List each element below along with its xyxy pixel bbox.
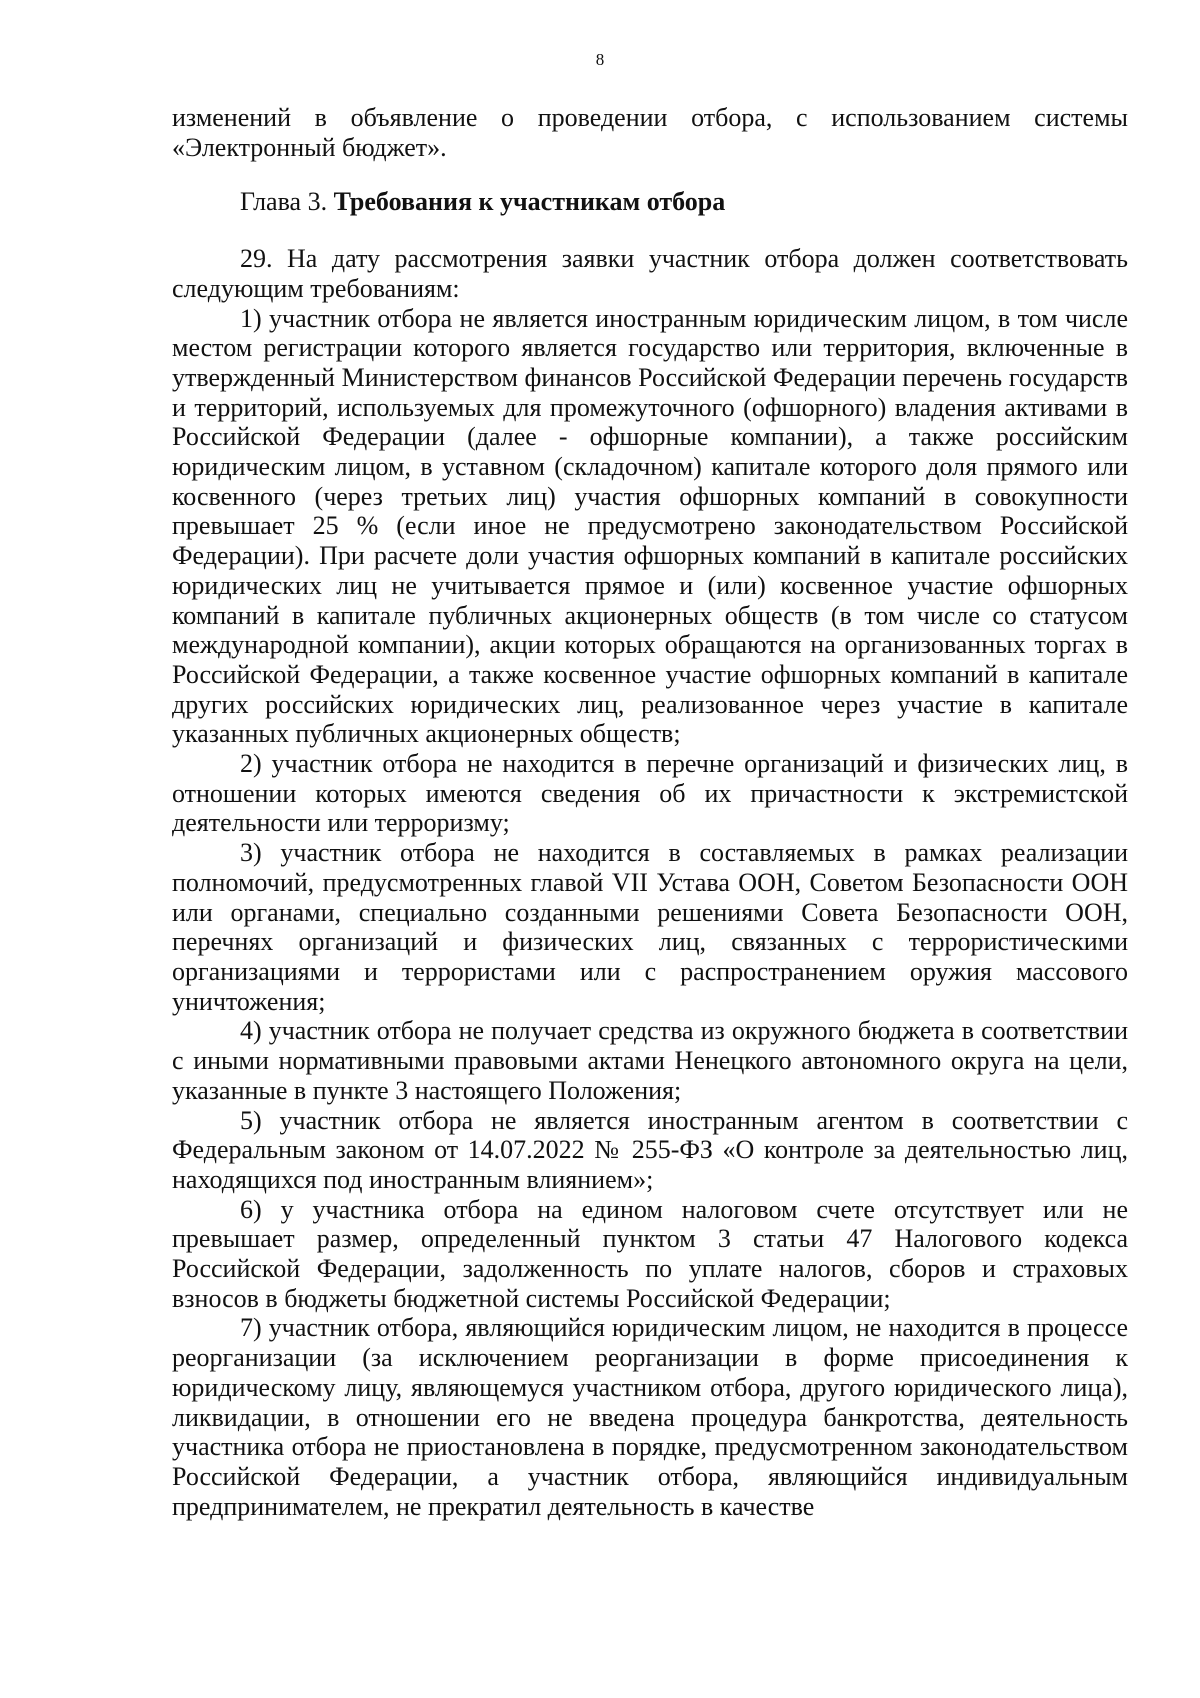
chapter-heading (172, 187, 1128, 217)
intro-paragraph: изменений в объявление о проведении отбора, с использованием системы «Электронный бюджет». (172, 103, 1128, 162)
requirement-item-3: 3) участник отбора не находится в составляемых в рамках реализации полномочий, предусмотренных главой VII Устава ООН, Советом Безопасности ООН или органами, специально созданными решениями Совета Безопасности ООН, перечнях организаций и физических лиц, связанных с террористическими организациями и террористами или с распространением оружия массового уничтожения; (172, 838, 1128, 1016)
paragraph-29: 29. На дату рассмотрения заявки участник отбора должен соответствовать следующим требованиям: (172, 244, 1128, 303)
requirement-item-1: 1) участник отбора не является иностранным юридическим лицом, в том числе местом регистрации которого является государство или территория, включенные в утвержденный Министерством финансов Российской Федерации перечень государств и территорий, используемых для промежуточного (офшорного) владения активами в Российской Федерации (далее - офшорные компании), а также российским юридическим лицом, в уставном (складочном) капитале которого доля прямого или косвенного (через третьих лиц) участия офшорных компаний в совокупности превышает 25 % (если иное не предусмотрено законодательством Российской Федерации). При расчете доли участия офшорных компаний в капитале российских юридических лиц не учитывается прямое и (или) косвенное участие офшорных компаний в капитале публичных акционерных обществ (в том числе со статусом международной компании), акции которых обращаются на организованных торгах в Российской Федерации, а также косвенное участие офшорных компаний в капитале других российских юридических лиц, реализованное через участие в капитале указанных публичных акционерных обществ; (172, 303, 1128, 749)
document-body (172, 103, 1128, 1521)
requirement-item-6: 6) у участника отбора на едином налоговом счете отсутствует или не превышает размер, определенный пунктом 3 статьи 47 Налогового кодекса Российской Федерации, задолженность по уплате налогов, сборов и страховых взносов в бюджеты бюджетной системы Российской Федерации; (172, 1194, 1128, 1313)
page-number: 8 (595, 50, 605, 69)
chapter-prefix: Глава 3. (240, 187, 328, 217)
requirement-item-4: 4) участник отбора не получает средства из окружного бюджета в соответствии с иными нормативными правовыми актами Ненецкого автономного округа на цели, указанные в пункте 3 настоящего Положения; (172, 1016, 1128, 1105)
requirement-item-5: 5) участник отбора не является иностранным агентом в соответствии с Федеральным законом от 14.07.2022 № 255-ФЗ «О контроле за деятельностью лиц, находящихся под иностранным влиянием»; (172, 1105, 1128, 1194)
requirement-item-7: 7) участник отбора, являющийся юридическим лицом, не находится в процессе реорганизации (за исключением реорганизации в форме присоединения к юридическому лицу, являющемуся участником отбора, другого юридического лица), ликвидации, в отношении его не введена процедура банкротства, деятельность участника отбора не приостановлена в порядке, предусмотренном законодательством Российской Федерации, а участник отбора, являющийся индивидуальным предпринимателем, не прекратил деятельность в качестве (172, 1313, 1128, 1521)
chapter-title: Требования к участникам отбора (333, 187, 726, 217)
requirement-item-2: 2) участник отбора не находится в перечне организаций и физических лиц, в отношении которых имеются сведения об их причастности к экстремистской деятельности или терроризму; (172, 749, 1128, 838)
